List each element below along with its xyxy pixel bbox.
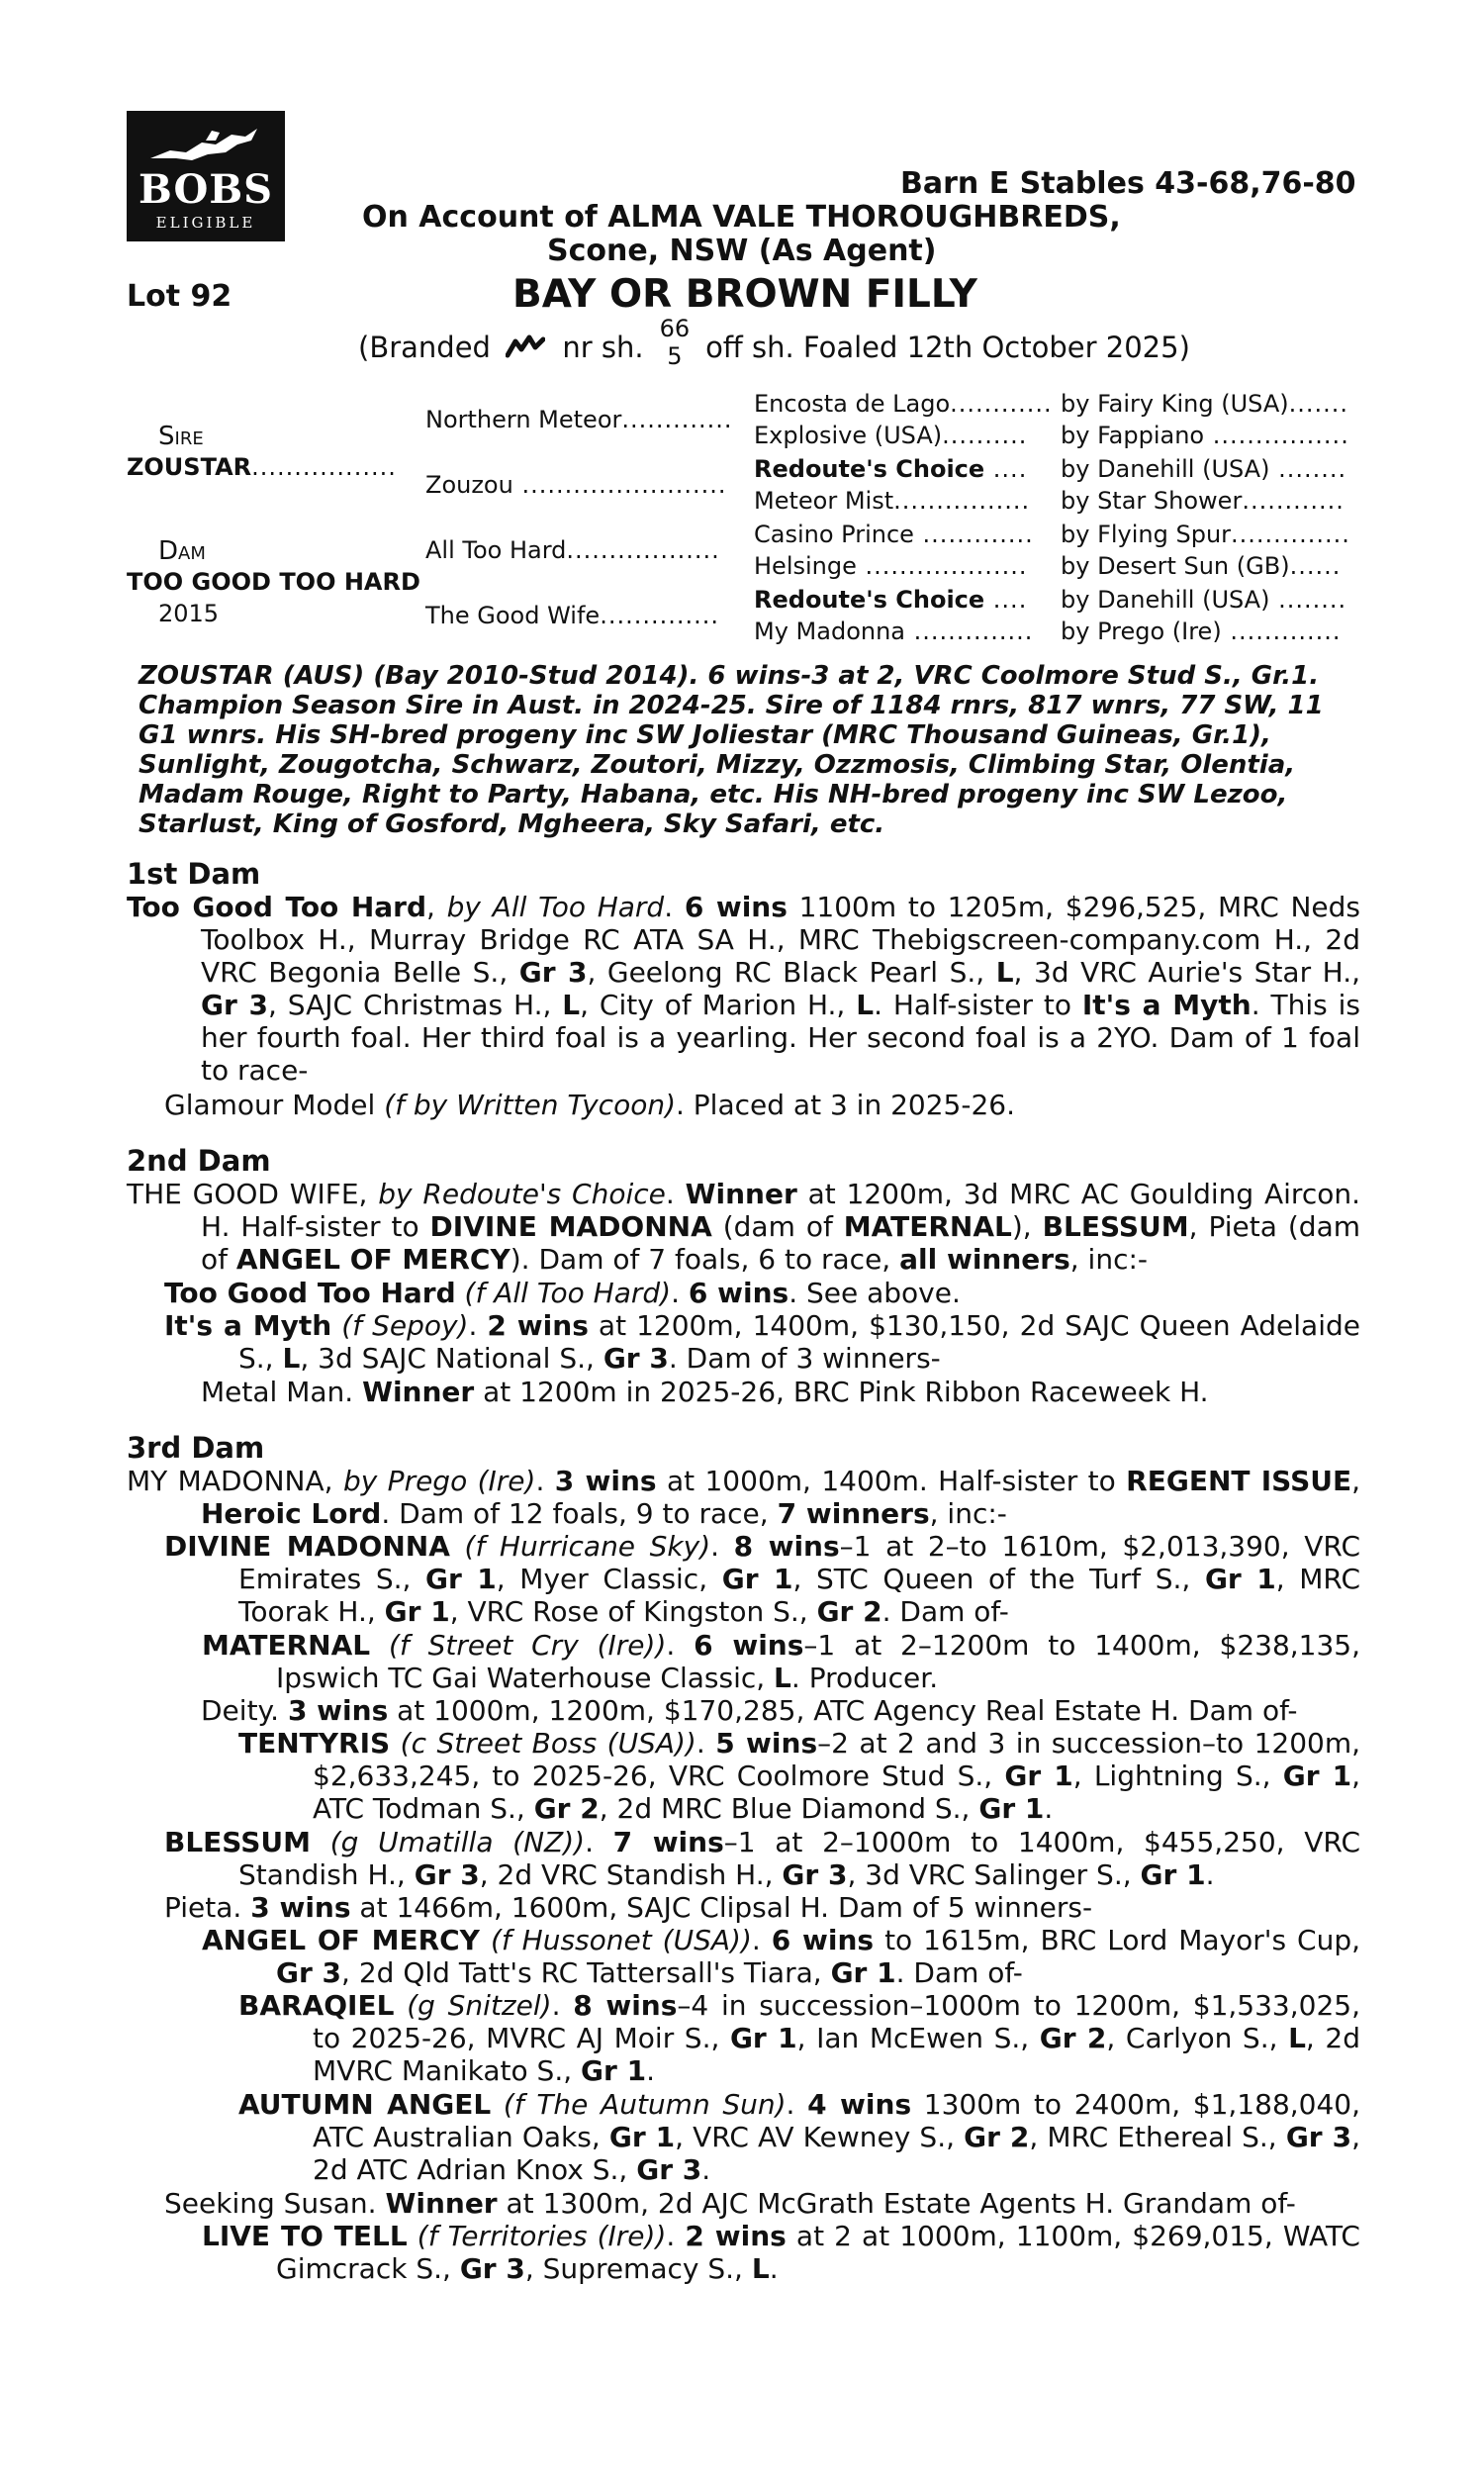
pedigree-g2-2: Explosive (USA).......... bbox=[754, 422, 1028, 449]
progeny-divine-madonna: DIVINE MADONNA (f Hurricane Sky). 8 wins–1 at 2–to 1610m, $2,013,390, VRC Emirates S., Gr 1, Myer Classic, Gr 1, STC Queen of the Turf S., Gr 1, MRC Toorak H., Gr 1, VRC Rose of Kingston S., Gr 2. Dam of- bbox=[164, 1530, 1361, 1628]
pedigree-g3-1: by Fairy King (USA)....... bbox=[1061, 390, 1349, 418]
pedigree-g3-3: by Danehill (USA) ........ bbox=[1061, 455, 1347, 483]
progeny-live-to-tell: LIVE TO TELL (f Territories (Ire)). 2 wins at 2 at 1000m, 1100m, $269,015, WATC Gimcrack S., Gr 3, Supremacy S., L. bbox=[202, 2220, 1360, 2285]
pedigree-g2-4: Meteor Mist................ bbox=[754, 487, 1031, 515]
progeny-baraqiel: BARAQIEL (g Snitzel). 8 wins–4 in succession–1000m to 1200m, $1,533,025, to 2025-26, MVRC AJ Moir S., Gr 1, Ian McEwen S., Gr 2, Carlyon S., L, 2d MVRC Manikato S., Gr 1. bbox=[238, 1989, 1360, 2087]
progeny-tentyris: TENTYRIS (c Street Boss (USA)). 5 wins–2 at 2 and 3 in succession–to 1200m, $2,633,245, to 2025-26, VRC Coolmore Stud S., Gr 1, Lightning S., Gr 1, ATC Todman S., Gr 2, 2d MRC Blue Diamond S., Gr 1. bbox=[238, 1727, 1360, 1825]
pedigree-g1-dam-dam: The Good Wife.............. bbox=[425, 602, 719, 629]
pedigree-g2-3: Redoute's Choice .... bbox=[754, 455, 1028, 483]
progeny-maternal: MATERNAL (f Street Cry (Ire)). 6 wins–1 at 2–1200m to 1400m, $238,135, Ipswich TC Gai Waterhouse Classic, L. Producer. bbox=[202, 1629, 1361, 1694]
pedigree-g3-5: by Flying Spur.............. bbox=[1061, 521, 1350, 548]
pedigree-g3-2: by Fappiano ................ bbox=[1061, 422, 1349, 449]
vendor-location: Scone, NSW (As Agent) bbox=[547, 234, 937, 268]
pedigree-g2-1: Encosta de Lago............ bbox=[754, 390, 1053, 418]
brand-mid: nr sh. bbox=[562, 331, 644, 364]
dam-year: 2015 bbox=[158, 600, 220, 627]
first-dam-heading: 1st Dam bbox=[127, 857, 261, 891]
first-dam-paragraph: Too Good Too Hard, by All Too Hard. 6 wins 1100m to 1205m, $296,525, MRC Neds Toolbox H., Murray Bridge RC ATA SA H., MRC Thebigscreen-company.com H., 2d VRC Begonia Belle S., Gr 3, Geelong RC Black Pearl S., L, 3d VRC Aurie's Star H., Gr 3, SAJC Christmas H., L, City of Marion H., L. Half-sister to It's a Myth. This is her fourth foal. Her third foal is a yearling. Her second foal is a 2YO. Dam of 1 foal to race- bbox=[127, 891, 1361, 1087]
dam-name: TOO GOOD TOO HARD bbox=[127, 568, 420, 596]
brand-prefix: (Branded bbox=[358, 331, 491, 364]
pedigree-g1-sire-dam: Zouzou ........................ bbox=[425, 471, 727, 499]
lot-title: BAY OR BROWN FILLY bbox=[512, 272, 977, 317]
progeny-deity: Deity. 3 wins at 1000m, 1200m, $170,285, ATC Agency Real Estate H. Dam of- bbox=[201, 1694, 1298, 1727]
second-dam-progeny-1: Too Good Too Hard (f All Too Hard). 6 wins. See above. bbox=[164, 1277, 961, 1309]
stables-location: Barn E Stables 43-68,76-80 bbox=[900, 166, 1356, 201]
brand-mark-icon bbox=[506, 333, 545, 366]
sire-label: Sire bbox=[158, 422, 204, 451]
progeny-pieta: Pieta. 3 wins at 1466m, 1600m, SAJC Clipsal H. Dam of 5 winners- bbox=[164, 1891, 1093, 1924]
pedigree-g3-6: by Desert Sun (GB)...... bbox=[1061, 552, 1342, 580]
pedigree-g2-8: My Madonna .............. bbox=[754, 618, 1034, 645]
brand-suffix: off sh. Foaled 12th October 2025) bbox=[705, 331, 1190, 364]
progeny-blessum: BLESSUM (g Umatilla (NZ)). 7 wins–1 at 2–1000m to 1400m, $455,250, VRC Standish H., Gr 3, 2d VRC Standish H., Gr 3, 3d VRC Salinger S., Gr 1. bbox=[164, 1826, 1361, 1891]
brand-description bbox=[358, 315, 1190, 374]
first-dam-foal: Glamour Model (f by Written Tycoon). Placed at 3 in 2025-26. bbox=[164, 1089, 1015, 1121]
pedigree-g3-8: by Prego (Ire) ............. bbox=[1061, 618, 1342, 645]
vendor-account: On Account of ALMA VALE THOROUGHBREDS, bbox=[362, 200, 1121, 235]
pedigree-g1-dam-sire: All Too Hard.................. bbox=[425, 536, 720, 564]
horse-racing-icon bbox=[146, 123, 265, 166]
pedigree-g2-5: Casino Prince ............. bbox=[754, 521, 1034, 548]
lot-number: Lot 92 bbox=[127, 279, 232, 314]
sire-summary: ZOUSTAR (AUS) (Bay 2010-Stud 2014). 6 wins-3 at 2, VRC Coolmore Stud S., Gr.1. Champion Season Sire in Aust. in 2024-25. Sire of 1184 rnrs, 817 wnrs, 77 SW, 11 G1 wnrs. His SH-bred progeny inc SW Joliestar (MRC Thousand Guineas, Gr.1), Sunlight, Zougotcha, Schwarz, Zoutori, Mizzy, Ozzmosis, Climbing Star, Olentia, Madam Rouge, Right to Party, Habana, etc. His NH-bred progeny inc SW Lezoo, Starlust, King of Gosford, Mgheera, Sky Safari, etc. bbox=[139, 661, 1324, 839]
sire-name: ZOUSTAR................. bbox=[127, 453, 397, 481]
brand-denominator: 5 bbox=[667, 342, 683, 370]
progeny-angel-of-mercy: ANGEL OF MERCY (f Hussonet (USA)). 6 wins to 1615m, BRC Lord Mayor's Cup, Gr 3, 2d Qld Tatt's RC Tattersall's Tiara, Gr 1. Dam of- bbox=[202, 1924, 1361, 1989]
pedigree-g3-4: by Star Shower............ bbox=[1061, 487, 1345, 515]
pedigree-g2-6: Helsinge ................... bbox=[754, 552, 1028, 580]
brand-numerator: 66 bbox=[659, 315, 691, 342]
pedigree-g2-7: Redoute's Choice .... bbox=[754, 586, 1028, 614]
progeny-autumn-angel: AUTUMN ANGEL (f The Autumn Sun). 4 wins 1300m to 2400m, $1,188,040, ATC Australian Oaks, Gr 1, VRC AV Kewney S., Gr 2, MRC Ethereal S., Gr 3, 2d ATC Adrian Knox S., Gr 3. bbox=[238, 2088, 1360, 2186]
progeny-seeking-susan: Seeking Susan. Winner at 1300m, 2d AJC McGrath Estate Agents H. Grandam of- bbox=[164, 2187, 1296, 2220]
second-dam-paragraph: THE GOOD WIFE, by Redoute's Choice. Winner at 1200m, 3d MRC AC Goulding Aircon. H. Half-sister to DIVINE MADONNA (dam of MATERNAL), BLESSUM, Pieta (dam of ANGEL OF MERCY). Dam of 7 foals, 6 to race, all winners, inc:- bbox=[127, 1178, 1360, 1276]
third-dam-heading: 3rd Dam bbox=[127, 1431, 265, 1465]
logo-text-bobs: BOBS bbox=[138, 166, 274, 213]
dam-label: Dam bbox=[158, 536, 206, 566]
logo-text-eligible: ELIGIBLE bbox=[155, 214, 256, 232]
brand-fraction bbox=[657, 315, 693, 370]
pedigree-g3-7: by Danehill (USA) ........ bbox=[1061, 586, 1347, 614]
bobs-eligible-logo bbox=[127, 111, 285, 241]
third-dam-paragraph: MY MADONNA, by Prego (Ire). 3 wins at 1000m, 1400m. Half-sister to REGENT ISSUE, Heroic Lord. Dam of 12 foals, 9 to race, 7 winners, inc:- bbox=[127, 1465, 1361, 1530]
second-dam-heading: 2nd Dam bbox=[127, 1144, 271, 1178]
second-dam-progeny-2: It's a Myth (f Sepoy). 2 wins at 1200m, 1400m, $130,150, 2d SAJC Queen Adelaide S., L, 3d SAJC National S., Gr 3. Dam of 3 winners- bbox=[164, 1309, 1360, 1375]
pedigree-g1-sire-sire: Northern Meteor............. bbox=[425, 406, 733, 433]
second-dam-grandfoal: Metal Man. Winner at 1200m in 2025-26, BRC Pink Ribbon Raceweek H. bbox=[201, 1376, 1209, 1408]
